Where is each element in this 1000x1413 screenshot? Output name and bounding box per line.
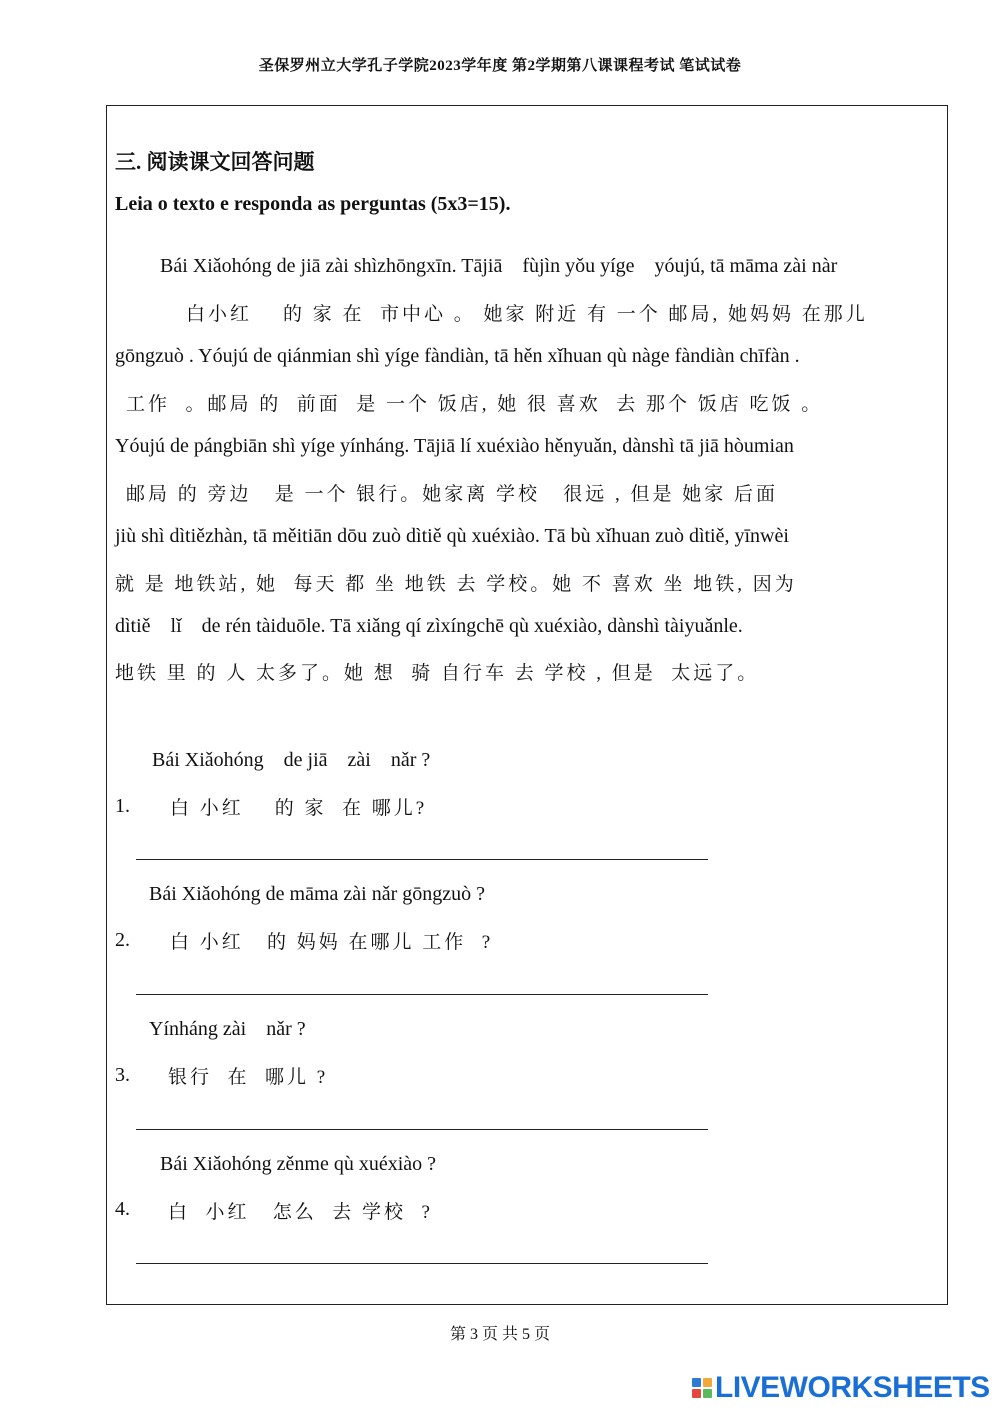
question-1-hanzi: 白 小红 的 家 在 哪儿?: [170, 798, 428, 819]
passage-pinyin-line-2: gōngzuò . Yóujú de qiánmian shì yíge fàndiàn, tā hěn xǐhuan qù nàge fàndiàn chīfàn .: [115, 345, 800, 367]
passage-hanzi-line-1: 白小红 的 家 在 市中心 。 她家 附近 有 一个 邮局, 她妈妈 在那儿: [186, 304, 868, 325]
question-3-hanzi: 银行 在 哪儿 ?: [168, 1067, 329, 1088]
question-2-number: 2.: [115, 929, 130, 951]
passage-hanzi-line-3: 邮局 的 旁边 是 一个 银行。她家离 学校 很远 , 但是 她家 后面: [126, 484, 779, 505]
question-1-number: 1.: [115, 795, 130, 817]
liveworksheets-logo-text: LIVEWORKSHEETS: [715, 1371, 990, 1404]
question-4-pinyin: Bái Xiǎohóng zěnme qù xuéxiào ?: [160, 1153, 437, 1175]
question-2-hanzi: 白 小红 的 妈妈 在哪儿 工作 ?: [170, 932, 494, 953]
question-2-pinyin: Bái Xiǎohóng de māma zài nǎr gōngzuò ?: [149, 883, 485, 905]
page-footer: 第 3 页 共 5 页: [449, 1326, 550, 1343]
question-1-answer-input[interactable]: [136, 833, 708, 860]
question-4-answer-input[interactable]: [136, 1237, 708, 1264]
passage-hanzi-line-5: 地铁 里 的 人 太多了。她 想 骑 自行车 去 学校 , 但是 太远了。: [115, 663, 760, 684]
question-3-pinyin: Yínháng zài nǎr ?: [149, 1018, 306, 1040]
question-4-number: 4.: [115, 1198, 130, 1220]
section-title-portuguese: Leia o texto e responda as perguntas (5x3=15).: [115, 193, 511, 215]
passage-pinyin-line-1: Bái Xiǎohóng de jiā zài shìzhōngxīn. Tājiā fùjìn yǒu yíge yóujú, tā māma zài nàr: [160, 255, 838, 277]
section-title-chinese: 三. 阅读课文回答问题: [115, 150, 315, 174]
question-3-answer-input[interactable]: [136, 1103, 708, 1130]
question-3-number: 3.: [115, 1064, 130, 1086]
question-1-pinyin: Bái Xiǎohóng de jiā zài nǎr ?: [152, 749, 431, 771]
passage-hanzi-line-4: 就 是 地铁站, 她 每天 都 坐 地铁 去 学校。她 不 喜欢 坐 地铁, 因为: [115, 574, 797, 595]
question-4-hanzi: 白 小红 怎么 去 学校 ?: [168, 1202, 433, 1223]
passage-hanzi-line-2: 工作 。邮局 的 前面 是 一个 饭店, 她 很 喜欢 去 那个 饭店 吃饭 。: [126, 394, 824, 415]
passage-pinyin-line-5: dìtiě lǐ de rén tàiduōle. Tā xiǎng qí zìxíngchē qù xuéxiào, dànshì tàiyuǎnle.: [115, 615, 743, 637]
passage-pinyin-line-4: jiù shì dìtiězhàn, tā měitiān dōu zuò dìtiě qù xuéxiào. Tā bù xǐhuan zuò dìtiě, yīnwèi: [115, 525, 789, 547]
exam-header: 圣保罗州立大学孔子学院2023学年度 第2学期第八课课程考试 笔试试卷: [258, 58, 742, 74]
liveworksheets-logo-icon: [692, 1378, 712, 1398]
question-2-answer-input[interactable]: [136, 968, 708, 995]
passage-pinyin-line-3: Yóujú de pángbiān shì yíge yínháng. Tājiā lí xuéxiào hěnyuǎn, dànshì tā jiā hòumian: [115, 435, 794, 457]
liveworksheets-logo: [692, 1372, 990, 1404]
